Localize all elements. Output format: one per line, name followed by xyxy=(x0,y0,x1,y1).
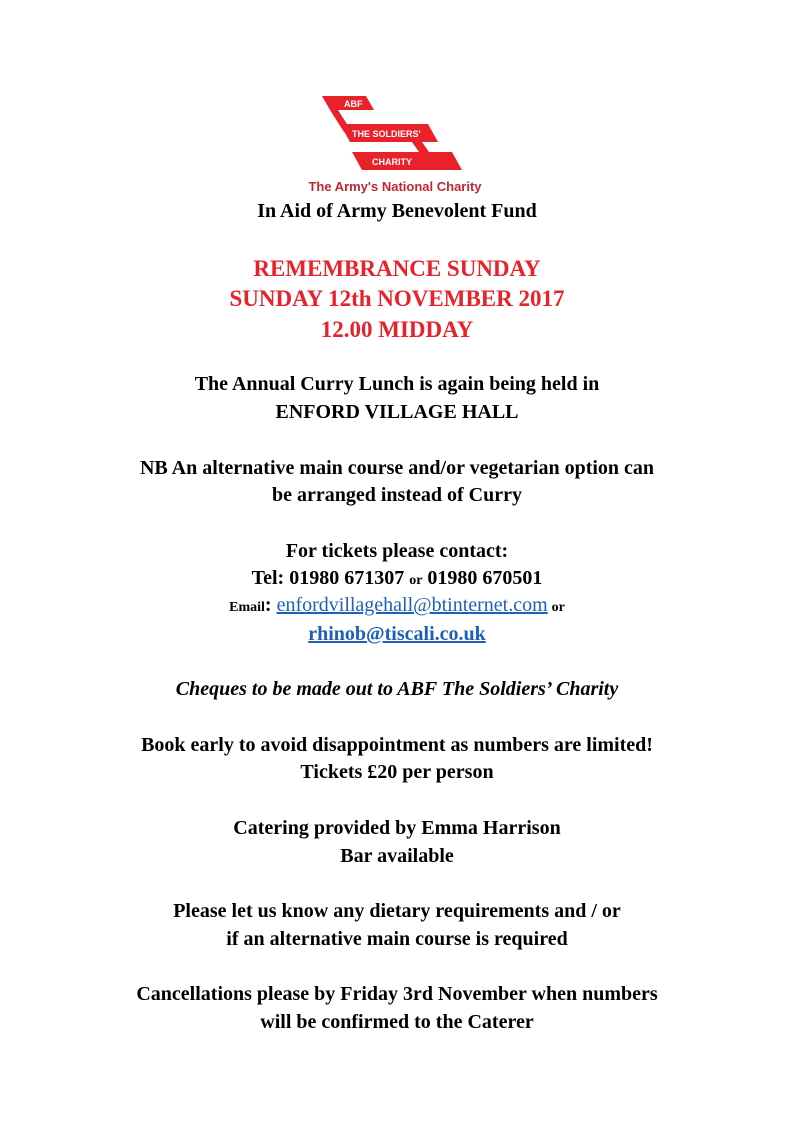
catering-line-1: Catering provided by Emma Harrison xyxy=(233,817,561,839)
cheques-line: Cheques to be made out to ABF The Soldiers’ Charity xyxy=(175,678,619,700)
email-colon: : xyxy=(264,594,277,616)
tel-or: or xyxy=(409,573,423,588)
logo-text-soldiers: THE SOLDIERS' xyxy=(352,129,421,139)
nb-line-2: be arranged instead of Curry xyxy=(272,484,522,506)
logo-text-abf: ABF xyxy=(344,99,363,109)
tel-label: Tel: xyxy=(251,567,290,589)
catering-line-2: Bar available xyxy=(340,845,454,867)
contact-heading: For tickets please contact: xyxy=(285,540,509,562)
abf-logo xyxy=(300,94,490,196)
logo-text-charity: CHARITY xyxy=(372,157,412,167)
venue-line-2: ENFORD VILLAGE HALL xyxy=(275,401,519,423)
email-link-2[interactable]: rhinob@tiscali.co.uk xyxy=(308,623,486,645)
cancel-line-1: Cancellations please by Friday 3rd November when numbers xyxy=(136,983,658,1005)
header-line: In Aid of Army Benevolent Fund xyxy=(257,200,537,222)
cancel-line-2: will be confirmed to the Caterer xyxy=(260,1011,534,1033)
booking-line-1: Book early to avoid disappointment as numbers are limited! xyxy=(141,734,653,756)
event-date: SUNDAY 12th NOVEMBER 2017 xyxy=(229,286,565,311)
contact-email-2-line xyxy=(0,623,794,646)
contact-email-line xyxy=(0,594,794,617)
dietary-line-1: Please let us know any dietary requirements and / or xyxy=(173,900,621,922)
email-or: or xyxy=(551,600,565,615)
booking-line-2: Tickets £20 per person xyxy=(300,761,494,783)
venue-line-1: The Annual Curry Lunch is again being held in xyxy=(194,373,600,395)
event-title: REMEMBRANCE SUNDAY xyxy=(253,256,541,281)
dietary-line-2: if an alternative main course is required xyxy=(226,928,568,950)
nb-line-1: NB An alternative main course and/or vegetarian option can xyxy=(139,457,655,479)
email-link-1[interactable]: enfordvillagehall@btinternet.com xyxy=(276,594,548,616)
logo-tagline: The Army's National Charity xyxy=(308,179,482,194)
tel-number-1: 01980 671307 xyxy=(289,567,405,589)
event-time: 12.00 MIDDAY xyxy=(320,317,474,342)
contact-tel-line xyxy=(0,567,794,590)
tel-number-2: 01980 670501 xyxy=(427,567,543,589)
email-label: Email xyxy=(229,600,265,615)
